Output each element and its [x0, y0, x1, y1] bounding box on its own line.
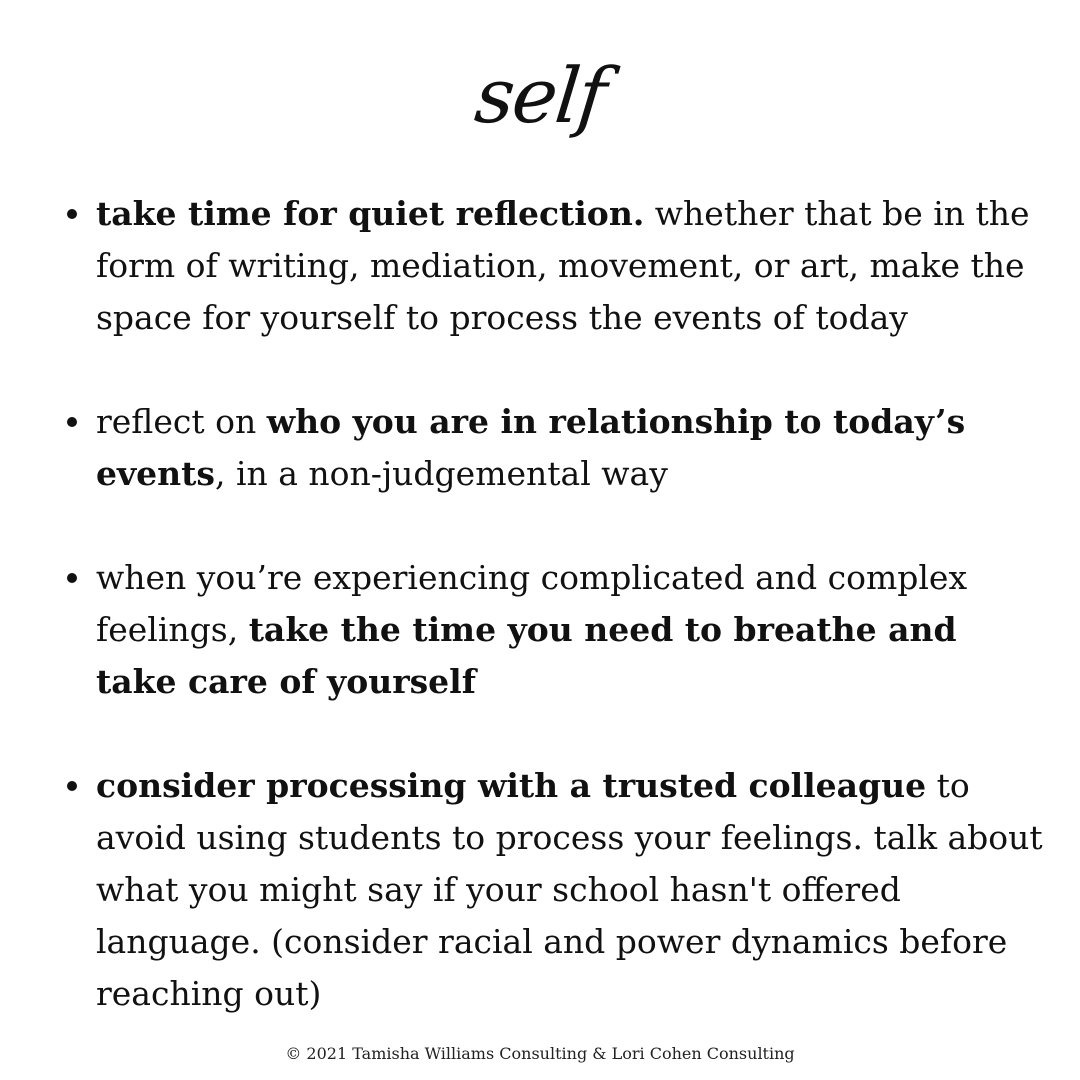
bullet-dot-icon — [67, 417, 77, 427]
list-item — [96, 760, 1046, 1020]
list-item — [96, 396, 1046, 500]
item-text-bold: take time for quiet reflection. — [96, 194, 645, 233]
item-text-bold: consider processing with a trusted colleague — [96, 766, 927, 805]
item-text: , in a non-judgemental way — [214, 454, 668, 493]
page-title: self — [471, 51, 609, 140]
bullet-list — [96, 188, 1046, 1020]
item-text-bold: who you are in relationship to today’s events — [96, 402, 966, 493]
item-text: when you’re experiencing complicated and complex feelings, — [96, 558, 968, 649]
list-item — [96, 552, 1046, 708]
item-text: to avoid using students to process your feelings. talk about what you might say if your school hasn't offered language. (consider racial and power dynamics before reaching out) — [96, 766, 1043, 1013]
bullet-dot-icon — [67, 781, 77, 791]
item-text: reflect on — [96, 402, 267, 441]
bullet-dot-icon — [67, 573, 77, 583]
list-item — [96, 188, 1046, 344]
bullet-dot-icon — [67, 209, 77, 219]
item-text-bold: take the time you need to breathe and take care of yourself — [96, 610, 957, 701]
item-text: whether that be in the form of writing, mediation, movement, or art, make the space for yourself to process the events of today — [96, 194, 1030, 337]
copyright-footer: © 2021 Tamisha Williams Consulting & Lori Cohen Consulting — [285, 1044, 795, 1063]
